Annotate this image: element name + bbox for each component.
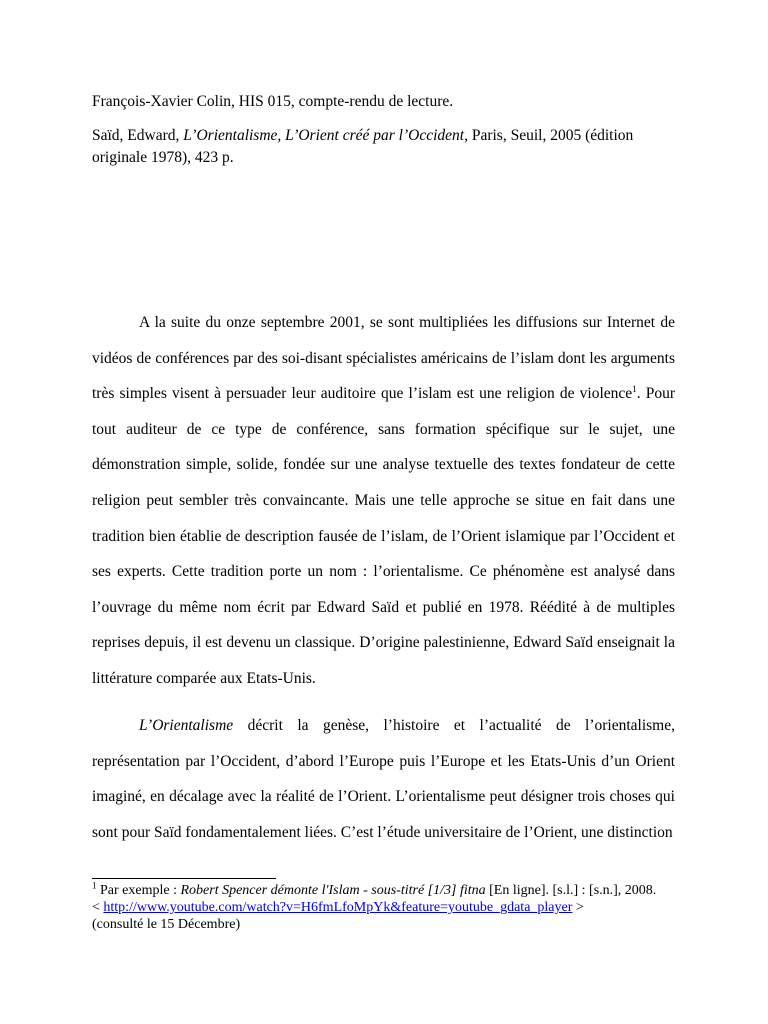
paragraph-2 (92, 708, 675, 850)
footnote-separator (92, 878, 276, 879)
citation-title: L’Orientalisme, L’Orient créé par l’Occident (183, 127, 465, 144)
document-page (92, 0, 675, 1024)
citation-details: , Paris, Seuil, 2005 (édition originale 1978), 423 p. (92, 127, 634, 166)
footnote-consulted: (consulté le 15 Décembre) (92, 917, 241, 932)
book-citation (92, 125, 675, 169)
footnote-number: 1 (92, 880, 97, 891)
author-line: François-Xavier Colin, HIS 015, compte-rendu de lecture. (92, 93, 454, 110)
link-open-bracket: < (92, 900, 104, 915)
footnote (92, 882, 675, 933)
footnote-url-link[interactable]: http://www.youtube.com/watch?v=H6fmLfoMpYk&feature=youtube_gdata_player (103, 900, 573, 915)
link-close-bracket: > (572, 900, 584, 915)
footnote-link-line (92, 899, 675, 916)
paragraph-2-text: décrit la genèse, l’histoire et l’actualité de l’orientalisme, représentation par l’Occident, d’abord l’Europe puis l’Europe et les Etats-Unis d’un Orient imaginé, en décalage avec la réalité de l’Orient. L’orientalisme peut désigner trois choses qui sont pour Saïd fondamentalement liées. C’est l’étude universitaire de l’Orient, une distinction (92, 717, 675, 841)
paragraph-1-text-start: A la suite du onze septembre 2001, se sont multipliées les diffusions sur Internet de vidéos de conférences par des soi-disant spécialistes américains de l’islam dont les arguments très simples visent à persuader leur auditoire que l’islam est une religion de violence (92, 314, 675, 403)
footnote-details: [En ligne]. [s.l.] : [s.n.], 2008. (485, 883, 657, 898)
paragraph-2-title: L’Orientalisme (139, 717, 234, 734)
paragraph-1-text-end: . Pour tout auditeur de ce type de conférence, sans formation spécifique sur le sujet, une démonstration simple, solide, fondée sur une analyse textuelle des textes fondateur de cette religion peut sembler très convaincante. Mais une telle approche se situe en fait dans une tradition bien établie de description fausée de l’islam, de l’Orient islamique par l’Occident et ses experts. Cette tradition porte un nom : l’orientalisme. Ce phénomène est analysé dans l’ouvrage du même nom écrit par Edward Saïd et publié en 1978. Réédité à de multiples reprises depuis, il est devenu un classique. D’origine palestinienne, Edward Saïd enseignait la littérature comparée aux Etats-Unis. (92, 385, 675, 687)
paragraph-1 (92, 305, 675, 697)
footnote-prefix: Par exemple : (96, 883, 181, 898)
footnote-title: Robert Spencer démonte l'Islam - sous-titré [1/3] fitna (180, 883, 486, 898)
footnote-reference[interactable]: 1 (632, 384, 637, 395)
footnote-line-1 (92, 882, 675, 899)
citation-author: Saïd, Edward, (92, 127, 184, 144)
